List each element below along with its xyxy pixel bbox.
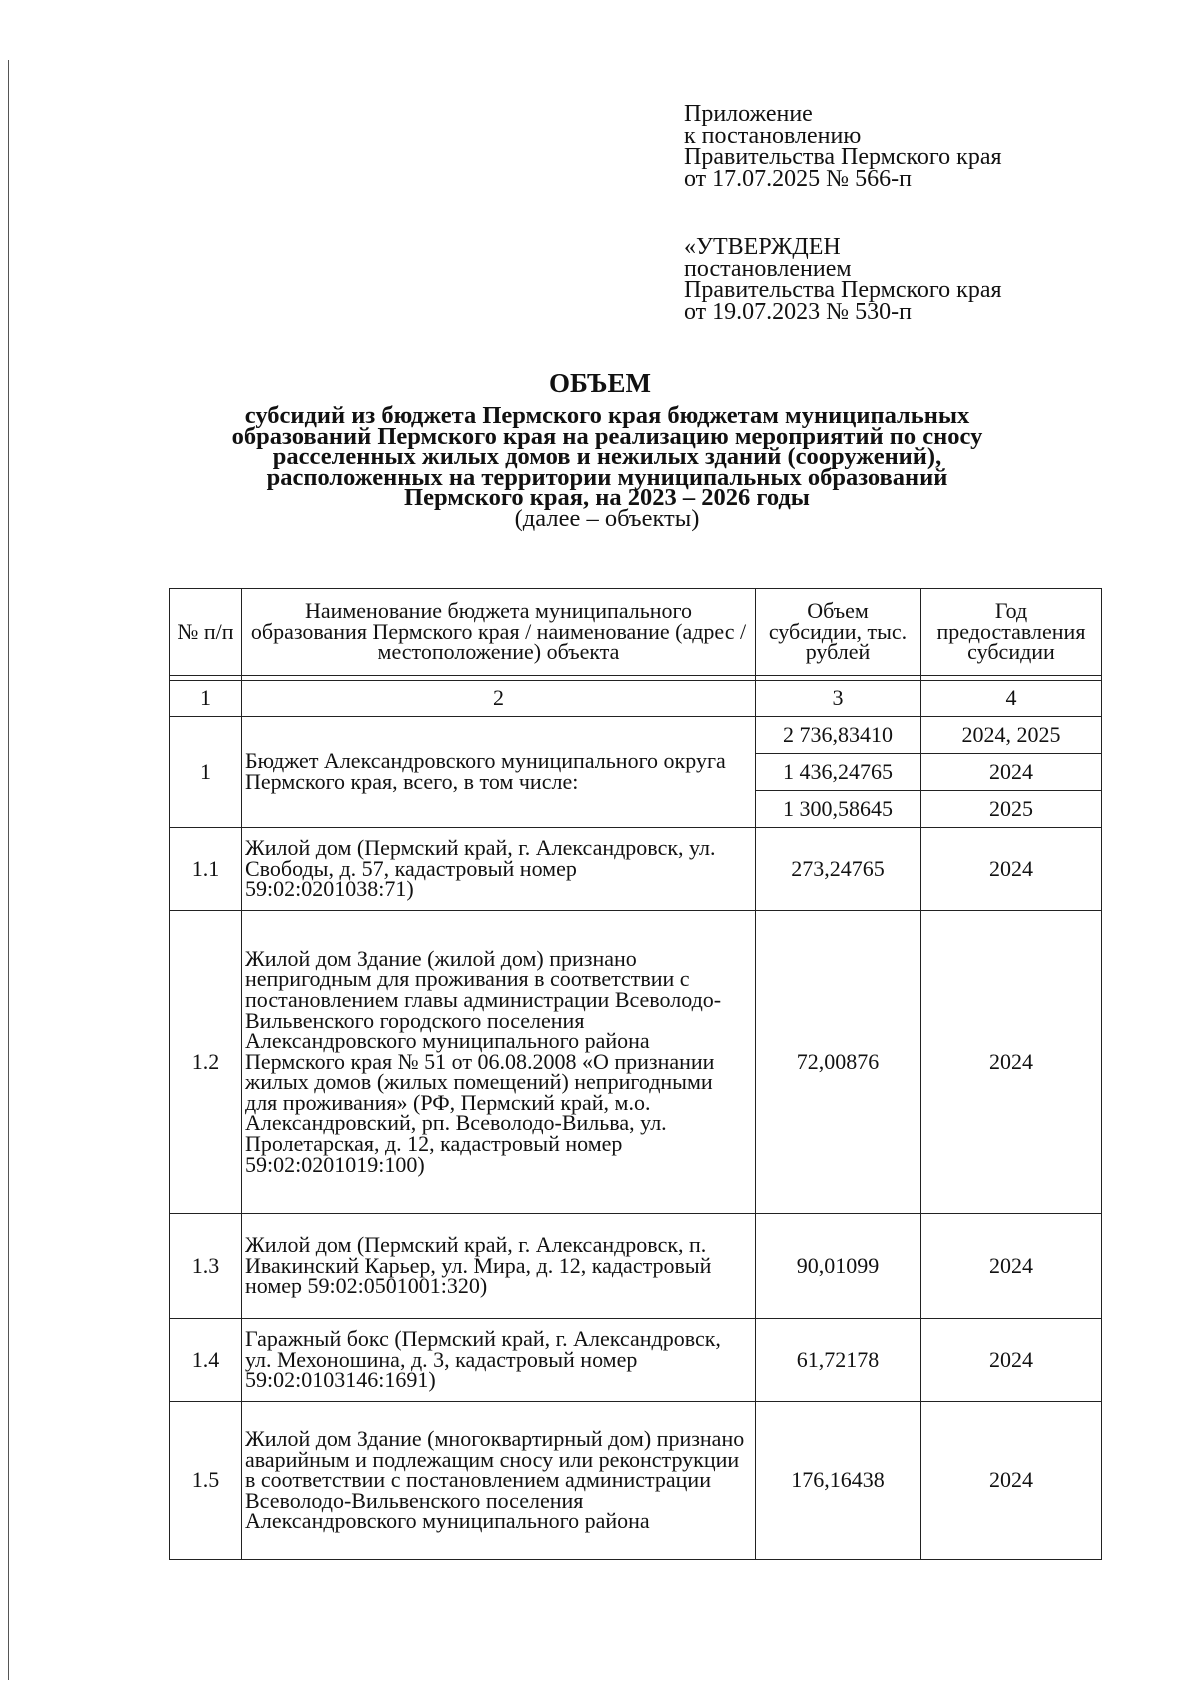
row-name: Жилой дом Здание (многоквартирный дом) признано аварийным и подлежащим сносу или реконструкции в соответствии с постановлением администрации Всеволодо-Вильвенского поселения Александровского муниципального района	[242, 1402, 756, 1560]
subsidy-table	[169, 588, 1102, 1560]
row-num: 1.5	[170, 1402, 242, 1560]
scan-edge-line	[8, 60, 9, 1680]
approval-block-appendix	[684, 101, 1002, 192]
subtitle-line: расселенных жилых домов и нежилых зданий (сооружений),	[272, 443, 942, 471]
row-volume: 72,00876	[756, 911, 921, 1214]
approval-line: от 17.07.2025 № 566-п	[684, 165, 912, 192]
row-num: 1.3	[170, 1214, 242, 1319]
approval-line: «УТВЕРЖДЕН	[684, 234, 841, 260]
approval-line: Приложение	[684, 101, 813, 127]
document-title: ОБЪЕМ	[549, 368, 651, 398]
approval-line: от 19.07.2023 № 530-п	[684, 298, 912, 325]
row-year: 2024	[921, 828, 1102, 911]
row-volume: 1 300,58645	[756, 791, 921, 828]
row-year: 2024	[921, 1402, 1102, 1560]
subtitle-note: (далее – объекты)	[514, 504, 700, 532]
row-year: 2025	[921, 791, 1102, 828]
column-number-row	[170, 681, 1102, 717]
subtitle-line: Пермского края, на 2023 – 2026 годы	[404, 484, 810, 512]
row-num: 1	[170, 717, 242, 828]
row-num: 1.2	[170, 911, 242, 1214]
column-number: 4	[921, 681, 1102, 717]
approval-line: к постановлению	[684, 122, 862, 149]
row-name: Жилой дом Здание (жилой дом) признано непригодным для проживания в соответствии с постановлением главы администрации Всеволодо-Вильвенского городского поселения Александровского муниципального района Пермского края № 51 от 06.08.2008 «О признании жилых домов (жилых помещений) непригодными для проживания» (РФ, Пермский край, м.о. Александровский, рп. Всеволодо-Вильва, ул. Пролетарская, д. 12, кадастровый номер 59:02:0201019:100)	[242, 911, 756, 1214]
subtitle-line: субсидий из бюджета Пермского края бюджетам муниципальных	[244, 402, 970, 429]
table-row	[170, 911, 1102, 1214]
table-row	[170, 1214, 1102, 1319]
approval-line: постановлением	[684, 255, 852, 282]
row-volume: 2 736,83410	[756, 717, 921, 754]
table-row	[170, 1402, 1102, 1560]
row-volume: 1 436,24765	[756, 754, 921, 791]
row-volume: 61,72178	[756, 1319, 921, 1402]
subtitle-line: образований Пермского края на реализацию мероприятий по сносу	[231, 422, 983, 450]
column-number: 2	[242, 681, 756, 717]
approval-line: Правительства Пермского края	[684, 144, 1002, 170]
table-header-row	[170, 589, 1102, 676]
subtitle-line: расположенных на территории муниципальных образований	[266, 463, 948, 491]
row-year: 2024	[921, 754, 1102, 791]
row-volume: 273,24765	[756, 828, 921, 911]
column-number: 1	[170, 681, 242, 717]
row-year: 2024	[921, 1214, 1102, 1319]
row-name: Жилой дом (Пермский край, г. Александровск, ул. Свободы, д. 57, кадастровый номер 59:02:0201038:71)	[242, 828, 756, 911]
row-name: Гаражный бокс (Пермский край, г. Александровск, ул. Мехоношина, д. 3, кадастровый номер 59:02:0103146:1691)	[242, 1319, 756, 1402]
header-year: Год предоставления субсидии	[921, 589, 1102, 676]
document-subtitle	[150, 402, 1064, 532]
row-volume: 90,01099	[756, 1214, 921, 1319]
approval-line: Правительства Пермского края	[684, 277, 1002, 303]
row-name: Бюджет Александровского муниципального округа Пермского края, всего, в том числе:	[242, 717, 756, 828]
row-volume: 176,16438	[756, 1402, 921, 1560]
column-number: 3	[756, 681, 921, 717]
row-name: Жилой дом (Пермский край, г. Александровск, п. Ивакинский Карьер, ул. Мира, д. 12, кадастровый номер 59:02:0501001:320)	[242, 1214, 756, 1319]
table-row	[170, 828, 1102, 911]
row-num: 1.4	[170, 1319, 242, 1402]
row-year: 2024	[921, 911, 1102, 1214]
table-row	[170, 1319, 1102, 1402]
table-row-group	[170, 717, 1102, 754]
header-name: Наименование бюджета муниципального образования Пермского края / наименование (адрес / местоположение) объекта	[242, 589, 756, 676]
row-year: 2024, 2025	[921, 717, 1102, 754]
header-num: № п/п	[170, 589, 242, 676]
approval-block-approved	[684, 234, 1002, 325]
header-volume: Объем субсидии, тыс. рублей	[756, 589, 921, 676]
row-num: 1.1	[170, 828, 242, 911]
row-year: 2024	[921, 1319, 1102, 1402]
